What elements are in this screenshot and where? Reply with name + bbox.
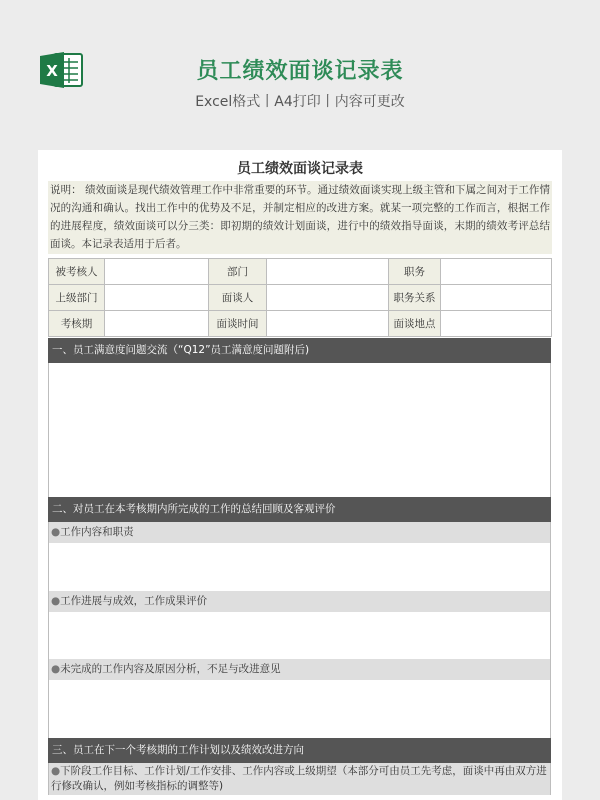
label-interview-location: 面谈地点 <box>389 311 441 337</box>
table-row <box>49 285 552 311</box>
label-superior-dept: 上级部门 <box>49 285 105 311</box>
section-satisfaction <box>48 338 551 497</box>
interview-location-field[interactable] <box>441 311 552 337</box>
banner-subtitle: Excel格式丨A4打印丨内容可更改 <box>195 94 405 110</box>
banner-title: 员工绩效面谈记录表 <box>196 59 404 84</box>
label-position-relation: 职务关系 <box>389 285 441 311</box>
bullet-icon: ● <box>51 595 61 607</box>
document-title: 员工绩效面谈记录表 <box>237 161 363 177</box>
banner <box>0 0 600 140</box>
subsection-next-goals-label: 下阶段工作目标、工作计划/工作安排、工作内容或上级期望（本部分可由员工先考虑，面谈中再由双方进行修改确认，例如考核指标的调整等) <box>51 765 547 792</box>
section-1-header: 一、员工满意度问题交流（“Q12”员工满意度问题附后) <box>48 338 551 363</box>
superior-dept-field[interactable] <box>105 285 209 311</box>
unfinished-field[interactable] <box>48 680 551 738</box>
table-row <box>49 311 552 337</box>
bullet-icon: ● <box>51 526 61 538</box>
section-1-field[interactable] <box>48 363 551 497</box>
progress-field[interactable] <box>48 612 551 659</box>
label-interview-time: 面谈时间 <box>209 311 267 337</box>
appraisee-field[interactable] <box>105 259 209 285</box>
department-field[interactable] <box>267 259 389 285</box>
subsection-progress <box>48 591 551 612</box>
document-sheet <box>38 150 562 800</box>
subsection-progress-label: 工作进展与成效，工作成果评价 <box>60 595 208 607</box>
intro-text: 说明： 绩效面谈是现代绩效管理工作中非常重要的环节。通过绩效面谈实现上级主管和下属之间对于工作情况的沟通和确认。找出工作中的优势及不足，并制定相应的改进方案。就某一项完整的工作而言，根据工作的进展程度，绩效面谈可以分三类：即初期的绩效计划面谈，进行中的绩效指导面谈，末期的绩效考评总结面谈。本记录表适用于后者。 <box>48 181 552 254</box>
label-appraisal-period: 考核期 <box>49 311 105 337</box>
duties-field[interactable] <box>48 543 551 591</box>
subsection-duties-label: 工作内容和职责 <box>60 526 134 538</box>
subsection-duties <box>48 522 551 543</box>
section-2-header: 二、对员工在本考核期内所完成的工作的总结回顾及客观评价 <box>48 497 551 522</box>
section-work-review <box>48 497 551 738</box>
position-relation-field[interactable] <box>441 285 552 311</box>
position-field[interactable] <box>441 259 552 285</box>
label-position: 职务 <box>389 259 441 285</box>
bullet-icon: ● <box>51 663 61 675</box>
subsection-unfinished-label: 未完成的工作内容及原因分析，不足与改进意见 <box>60 663 281 675</box>
label-interviewer: 面谈人 <box>209 285 267 311</box>
interview-time-field[interactable] <box>267 311 389 337</box>
section-3-header: 三、员工在下一个考核期的工作计划以及绩效改进方向 <box>48 738 551 763</box>
table-row <box>49 259 552 285</box>
appraisal-period-field[interactable] <box>105 311 209 337</box>
label-appraisee: 被考核人 <box>49 259 105 285</box>
section-next-plan <box>48 738 551 795</box>
excel-logo-letter: X <box>46 62 58 80</box>
subsection-unfinished <box>48 659 551 680</box>
info-table <box>48 258 552 337</box>
bullet-icon: ● <box>51 765 61 777</box>
label-department: 部门 <box>209 259 267 285</box>
interviewer-field[interactable] <box>267 285 389 311</box>
subsection-next-goals <box>48 763 551 795</box>
